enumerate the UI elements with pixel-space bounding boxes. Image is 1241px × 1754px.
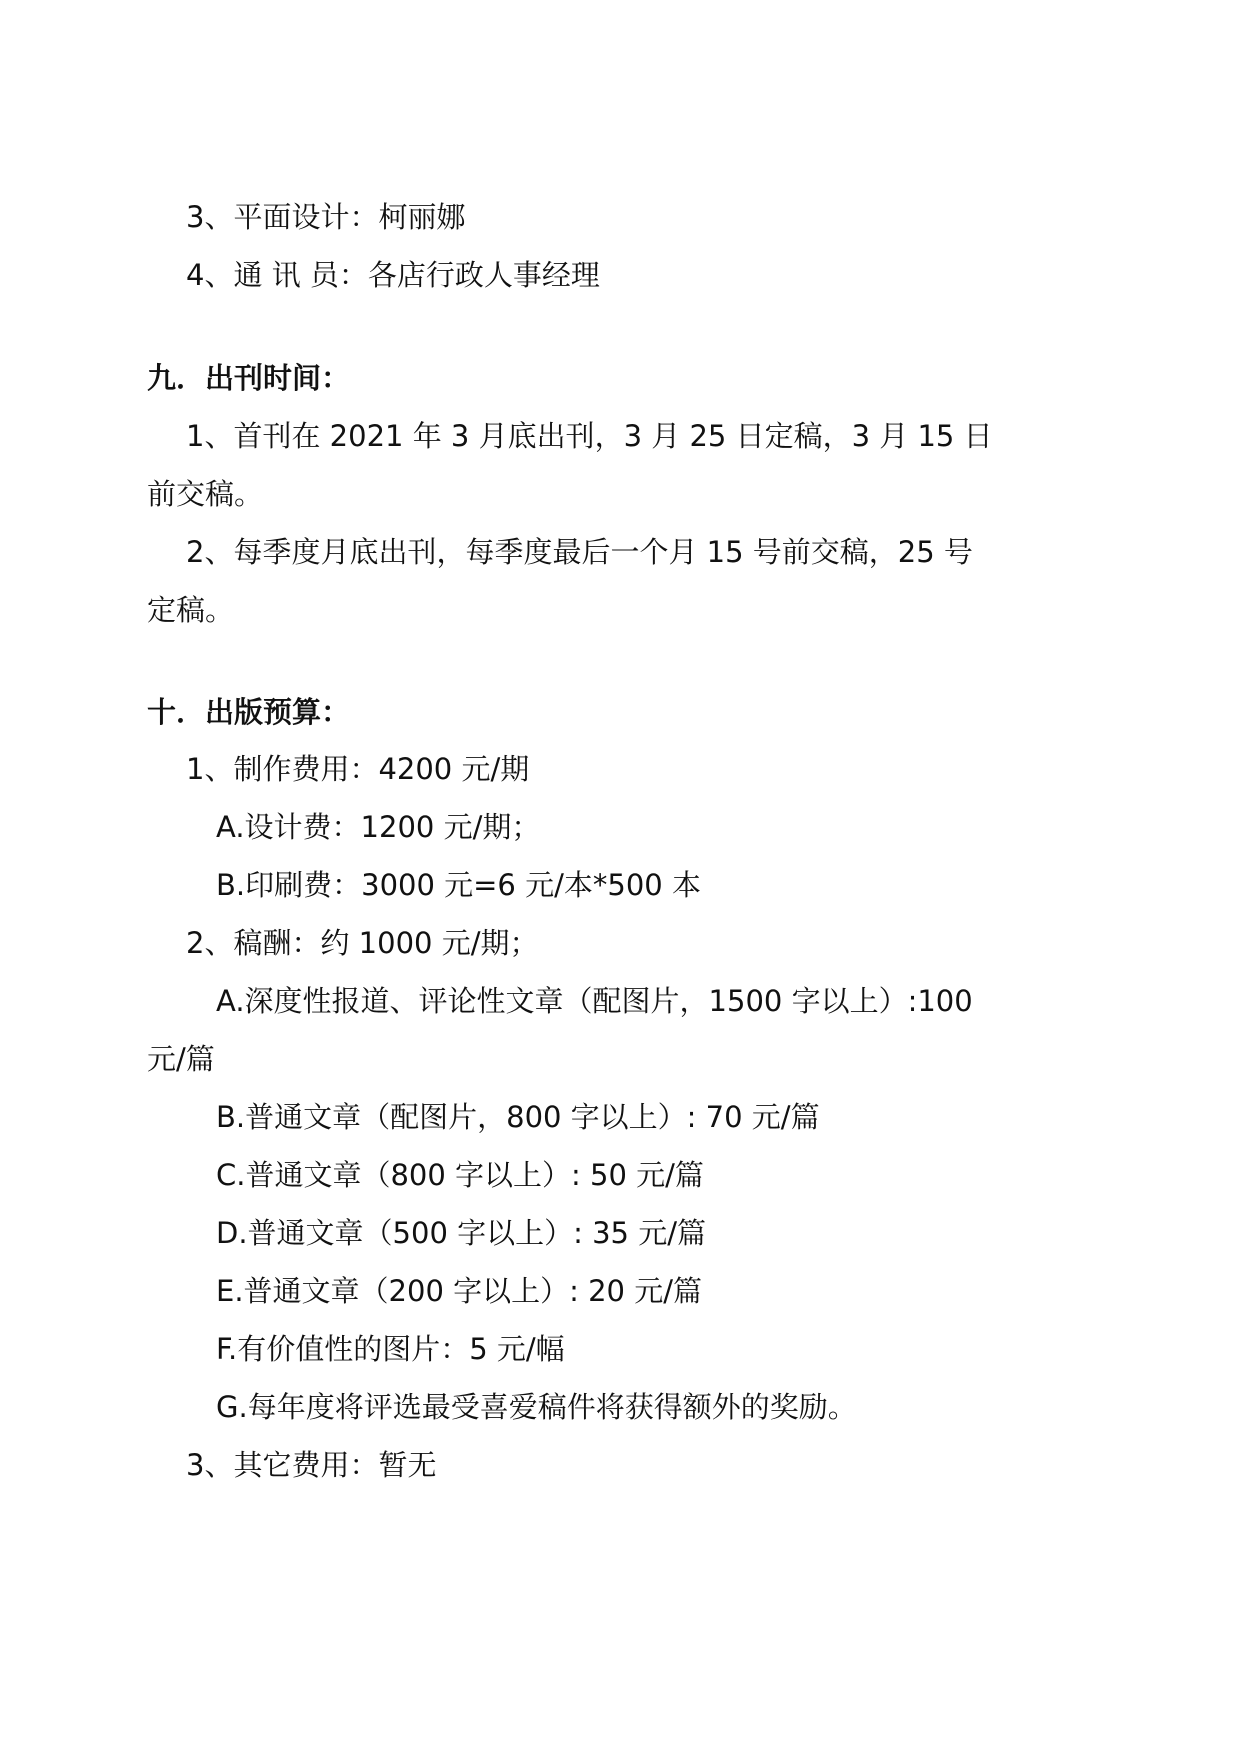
budget-printing-fee: B.印刷费：3000 元=6 元/本*500 本 — [216, 868, 701, 902]
budget-production-cost: 1、制作费用：4200 元/期 — [186, 752, 530, 786]
section-10-heading: 十．出版预算： — [147, 695, 351, 729]
budget-remuneration: 2、稿酬：约 1000 元/期； — [186, 926, 539, 960]
budget-design-fee: A.设计费：1200 元/期； — [216, 810, 541, 844]
remuneration-d: D.普通文章（500 字以上）: 35 元/篇 — [216, 1216, 706, 1250]
section-9-item-1-line-1: 1、首刊在 2021 年 3 月底出刊，3 月 25 日定稿，3 月 15 日 — [186, 419, 993, 453]
staff-graphic-design: 3、平面设计：柯丽娜 — [186, 200, 466, 234]
remuneration-f: F.有价值性的图片：5 元/幅 — [216, 1332, 565, 1366]
section-9-item-2-line-1: 2、每季度月底出刊，每季度最后一个月 15 号前交稿，25 号 — [186, 535, 973, 569]
section-9-heading: 九．出刊时间： — [147, 361, 351, 395]
section-9-item-1-line-2: 前交稿。 — [147, 477, 264, 511]
remuneration-e: E.普通文章（200 字以上）: 20 元/篇 — [216, 1274, 702, 1308]
remuneration-b: B.普通文章（配图片，800 字以上）: 70 元/篇 — [216, 1100, 820, 1134]
remuneration-g: G.每年度将评选最受喜爱稿件将获得额外的奖励。 — [216, 1390, 857, 1424]
budget-other-costs: 3、其它费用：暂无 — [186, 1448, 437, 1482]
remuneration-c: C.普通文章（800 字以上）: 50 元/篇 — [216, 1158, 704, 1192]
remuneration-a-line-1: A.深度性报道、评论性文章（配图片，1500 字以上）:100 — [216, 984, 973, 1018]
remuneration-a-line-2: 元/篇 — [147, 1042, 215, 1076]
section-9-item-2-line-2: 定稿。 — [147, 593, 235, 627]
staff-correspondent: 4、通 讯 员：各店行政人事经理 — [186, 258, 600, 292]
